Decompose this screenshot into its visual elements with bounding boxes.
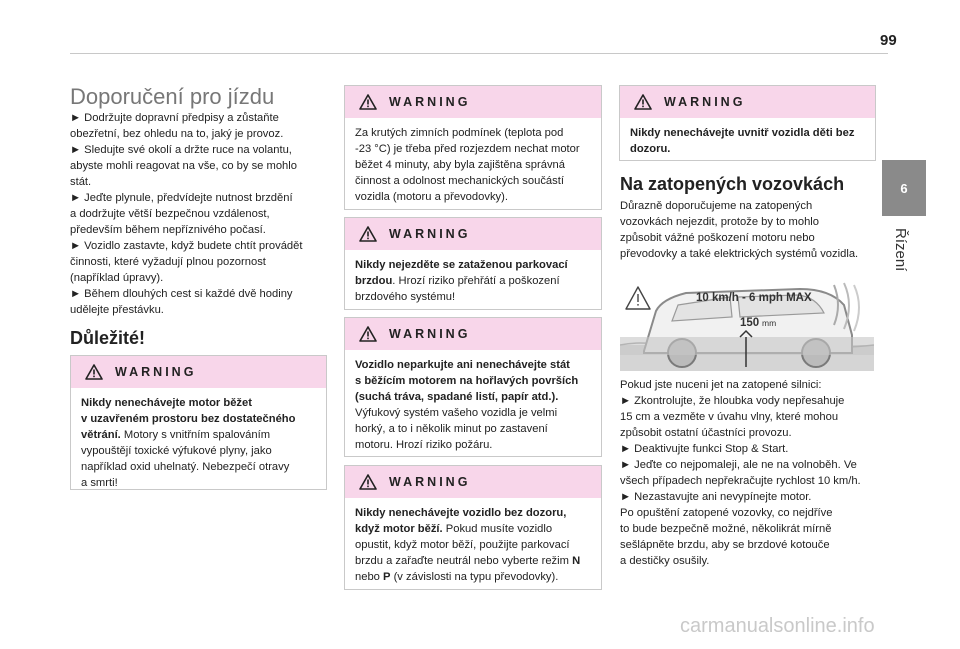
- flood-heading: Na zatopených vozovkách: [620, 174, 845, 194]
- tip-1: ► Dodržujte dopravní předpisy a zůstaňte obezřetní, bez ohledu na to, jaký je provoz.: [70, 112, 284, 140]
- warning-box-winter: [344, 85, 602, 210]
- driving-tips: [70, 110, 330, 318]
- warning-header: [620, 86, 875, 118]
- page-number: 99: [880, 32, 897, 49]
- warning-header: [71, 356, 326, 388]
- chapter-title: Řízení: [892, 228, 909, 272]
- warning-label: WARNING: [389, 95, 471, 109]
- warning-header: [345, 466, 601, 498]
- flood-intro: Důrazně doporučujeme na zatopených vozovkách nejezdit, protože by to mohlo způsobit vážné poškození motoru nebo převodovky a také elektrických systémů vozidla.: [620, 200, 859, 260]
- warning-text: Vozidlo neparkujte ani nenechávejte stát s běžícím motorem na hořlavých površích (suchá tráva, spadané listí, papír atd.). Výfukový systém vašeho vozidla je velmi horký, a to i několik minut po zastavení motoru. Hrozí riziko požáru.: [355, 359, 579, 451]
- warning-label: WARNING: [115, 365, 197, 379]
- warning-normal-text: Motory s vnitřním spalováním vypouštějí toxické výfukové plyny, jako například oxid uhelnatý. Nebezpečí otravy a smrti!: [81, 429, 290, 489]
- warning-box-ventilation: [70, 355, 327, 490]
- warning-text: Nikdy nenechávejte uvnitř vozidla děti bez dozoru.: [630, 127, 855, 155]
- tip-2: ► Sledujte své okolí a držte ruce na volantu, abyste mohli reagovat na vše, co by se mohlo stát.: [70, 144, 297, 188]
- warning-triangle-icon: [85, 364, 103, 380]
- warning-header: [345, 218, 601, 250]
- warning-triangle-icon: [359, 326, 377, 342]
- warning-label: WARNING: [389, 475, 471, 489]
- speed-limit-label: 10 km/h - 6 mph MAX: [696, 292, 812, 304]
- warning-box-flammable: [344, 317, 602, 457]
- header-divider: [70, 53, 888, 54]
- water-depth-value: 150: [740, 317, 760, 329]
- water-depth-unit: mm: [762, 318, 777, 328]
- warning-bold-text: Nikdy nenechávejte motor běžet v uzavřeném prostoru bez dostatečného větrání.: [81, 397, 296, 441]
- warning-text: [71, 388, 326, 497]
- tip-5: ► Během dlouhých cest si každé dvě hodiny udělejte přestávku.: [70, 288, 293, 316]
- warning-label: WARNING: [389, 327, 471, 341]
- warning-triangle-icon: [634, 94, 652, 110]
- tip-3: ► Jeďte plynule, předvídejte nutnost brzdění a dodržujte větší bezpečnou vzdálenost, především během nepříznivého počasí.: [70, 192, 293, 236]
- warning-text: Nikdy nenechávejte vozidlo bez dozoru, když motor běží. Pokud musíte vozidlo opustit, když motor běží, použijte parkovací brzdu a zařaďte neutrál nebo vyberte režim N nebo P (v závislosti na typu převodovky).: [355, 507, 581, 583]
- warning-triangle-icon: [359, 226, 377, 242]
- page-title: Doporučení pro jízdu: [70, 84, 275, 109]
- warning-text: Za krutých zimních podmínek (teplota pod -23 °C) je třeba před rozjezdem nechat motor běžet 4 minuty, aby byla zajištěna správná činnost a odolnost mechanických součástí vozidla (motoru a převodovky).: [355, 127, 580, 203]
- warning-box-parking-brake: [344, 217, 602, 310]
- warning-triangle-icon: [359, 94, 377, 110]
- warning-box-children: [619, 85, 876, 161]
- watermark: carmanualsonline.info: [680, 615, 875, 637]
- warning-header: [345, 86, 601, 118]
- flooded-road-illustration: [620, 275, 874, 371]
- warning-header: [345, 318, 601, 350]
- chapter-tab[interactable]: 6: [882, 160, 926, 216]
- important-heading: Důležité!: [70, 328, 146, 348]
- flood-instructions: Pokud jste nuceni jet na zatopené silnici: ► Zkontrolujte, že hloubka vody nepřesahuje 15 cm a vezměte v úvahu vlny, které mohou způsobit ostatní účastníci provozu. ► Deaktivujte funkci Stop & Start. ► Jeďte co nejpomaleji, ale ne na volnoběh. Ve všech případech nepřekračujte rychlost 10 km/h. ► Nezastavujte ani nevypínejte motor. Po opuštění zatopené vozovky, co nejdříve to bude bezpečně možné, několikrát mírně sešlápněte brzdu, aby se brzdové kotouče a destičky osušily.: [620, 379, 861, 567]
- warning-triangle-icon: [359, 474, 377, 490]
- warning-text: Nikdy nejezděte se zataženou parkovací brzdou. Hrozí riziko přehřátí a poškození brzdového systému!: [355, 259, 568, 303]
- tip-4: ► Vozidlo zastavte, když budete chtít provádět činnosti, které vyžadují plnou pozornost (například úpravy).: [70, 240, 303, 284]
- warning-label: WARNING: [664, 95, 746, 109]
- warning-box-unattended: [344, 465, 602, 590]
- warning-label: WARNING: [389, 227, 471, 241]
